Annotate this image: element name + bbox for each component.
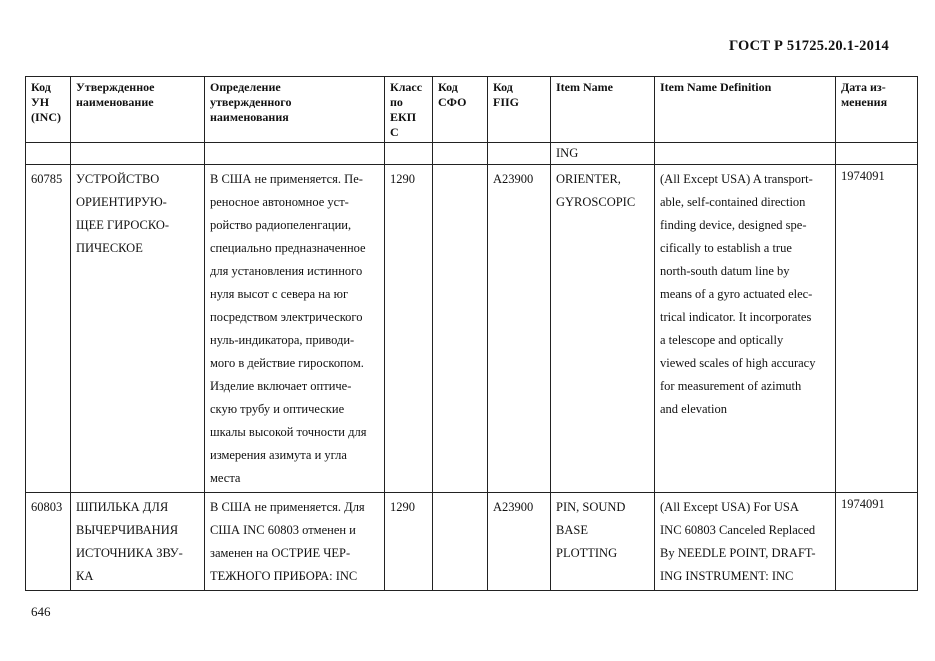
header-label-line: УН [31,95,50,109]
column-header-item-name-definition [655,77,836,143]
text-line: (All Except USA) A transport- [660,172,813,186]
column-header-sfo-code [433,77,488,143]
text-line: места [210,471,241,485]
header-label-line: С [390,125,399,139]
text-line: посредством электрического [210,310,363,324]
item-definition-cell [655,165,836,493]
text-line: INC 60803 Canceled Replaced [660,523,816,537]
text-line: trical indicator. It incorporates [660,310,812,324]
table-row [26,165,918,493]
continuation-item-name: ING [551,143,655,165]
column-header-item-name [551,77,655,143]
text-line: viewed scales of high accuracy [660,356,816,370]
header-label-line: по [390,95,403,109]
standard-title: ГОСТ Р 51725.20.1-2014 [728,38,889,54]
column-header-class [385,77,433,143]
text-line: США INC 60803 отменен и [210,523,356,537]
text-line: ПИЧЕСКОЕ [76,241,143,255]
text-line: and elevation [660,402,727,416]
item-definition-cell [655,493,836,591]
column-header-change-date [836,77,918,143]
header-label-line: ЕКП [390,110,417,124]
text-line: реносное автономное уст- [210,195,349,209]
text-line: PLOTTING [556,546,618,560]
inc-code-cell: 60785 [26,165,71,493]
item-name-cell [551,493,655,591]
text-line: (All Except USA) For USA [660,500,799,514]
approved-name-cell [71,165,205,493]
fiig-code-cell: A23900 [488,493,551,591]
change-date-cell: 1974091 [836,493,918,591]
text-line: КА [76,569,94,583]
text-line: Изделие включает оптиче- [210,379,352,393]
text-line: north-south datum line by [660,264,790,278]
text-line: измерения азимута и угла [210,448,347,462]
text-line: GYROSCOPIC [556,195,636,209]
column-header-approved-name [71,77,205,143]
text-line: заменен на ОСТРИЕ ЧЕР- [210,546,351,560]
header-label-line: Код [438,80,458,94]
text-line: шкалы высокой точности для [210,425,367,439]
text-line: PIN, SOUND [556,500,626,514]
class-cell: 1290 [385,493,433,591]
column-header-name-definition [205,77,385,143]
text-line: мого в действие гироскопом. [210,356,364,370]
text-line: finding device, designed spe- [660,218,807,232]
approved-name-cell [71,493,205,591]
text-line: ИСТОЧНИКА ЗВУ- [76,546,183,560]
text-line: BASE [556,523,588,537]
text-line: a telescope and optically [660,333,784,347]
text-line: скую трубу и оптические [210,402,345,416]
header-label-line: FIIG [493,95,520,109]
text-line: ШПИЛЬКА ДЛЯ [76,500,169,514]
header-label-line: Код [493,80,513,94]
column-header-fiig-code [488,77,551,143]
nomenclature-table [25,76,918,591]
header-label-line: наименование [76,95,154,109]
text-line: ОРИЕНТИРУЮ- [76,195,167,209]
header-label-line: наименования [210,110,289,124]
text-line: нуль-индикатора, приводи- [210,333,355,347]
text-line: ТЕЖНОГО ПРИБОРА: INC [210,569,358,583]
text-line: нуля высот с севера на юг [210,287,349,301]
text-line: means of a gyro actuated elec- [660,287,813,301]
text-line: В США не применяется. Пе- [210,172,363,186]
header-label-line: Дата из- [841,80,886,94]
inc-code-cell: 60803 [26,493,71,591]
item-name-cell [551,165,655,493]
header-label-line: (INC) [31,110,61,124]
text-line: для установления истинного [210,264,363,278]
table-row [26,493,918,591]
continuation-row [26,143,918,165]
text-line: cifically to establish a true [660,241,792,255]
class-cell: 1290 [385,165,433,493]
text-line: УСТРОЙСТВО [76,172,160,186]
definition-cell [205,165,385,493]
column-header-inc-code [26,77,71,143]
text-line: By NEEDLE POINT, DRAFT- [660,546,816,560]
sfo-code-cell [433,165,488,493]
header-label-line: Утвержденное [76,80,155,94]
sfo-code-cell [433,493,488,591]
definition-cell [205,493,385,591]
text-line: ЩЕЕ ГИРОСКО- [76,218,170,232]
text-line: able, self-contained direction [660,195,806,209]
text-line: ВЫЧЕРЧИВАНИЯ [76,523,179,537]
page-number: 646 [31,604,51,619]
header-label-line: утвержденного [210,95,292,109]
fiig-code-cell: A23900 [488,165,551,493]
header-label-line: СФО [438,95,467,109]
header-label-line: менения [841,95,888,109]
text-line: ройство радиопеленгации, [210,218,352,232]
header-label-line: Item Name Definition [660,80,772,94]
change-date-cell: 1974091 [836,165,918,493]
header-label-line: Класс [390,80,423,94]
text-line: for measurement of azimuth [660,379,802,393]
text-line: В США не применяется. Для [210,500,365,514]
text-line: специально предназначенное [210,241,366,255]
table-header-row [26,77,918,143]
text-line: ORIENTER, [556,172,621,186]
header-label-line: Item Name [556,80,613,94]
header-label-line: Код [31,80,51,94]
text-line: ING INSTRUMENT: INC [660,569,794,583]
header-label-line: Определение [210,80,281,94]
